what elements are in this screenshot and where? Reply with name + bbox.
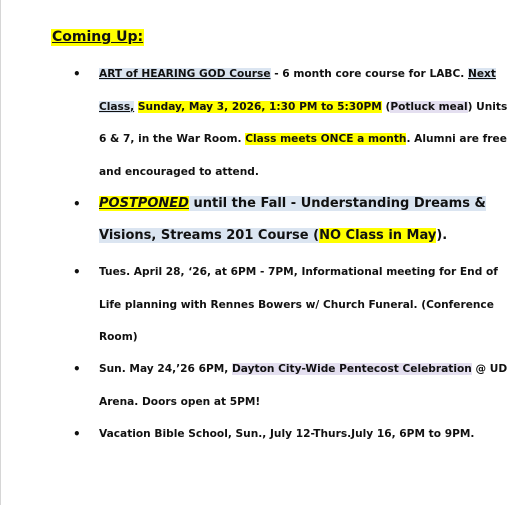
list-item-art-of-hearing-god: [73, 58, 509, 188]
vbs-text: Vacation Bible School, Sun., July 12-Thurs.July 16, 6PM to 9PM.: [99, 428, 475, 440]
list-item-pentecost: [73, 353, 509, 418]
bullet-icon: •: [73, 197, 81, 211]
postponed-course-text: until the Fall - Understanding Dreams & Visions, Streams 201 Course (: [99, 196, 486, 243]
potluck-label: Potluck meal: [390, 100, 468, 113]
alumni-note: . Alumni are free and encouraged to attend.: [99, 133, 507, 178]
info-meeting-text: Tues. April 28, ‘26, at 6PM - 7PM, Informational meeting for End of Life planning with Rennes Bowers w/ Church Funeral. (Conference Room): [99, 266, 498, 343]
paren-open: (: [381, 100, 391, 113]
next-class-date: Sunday, May 3, 2026, 1:30 PM to 5:30PM: [137, 100, 382, 113]
bullet-icon: •: [73, 362, 81, 376]
pentecost-date: Sun. May 24,’26 6PM,: [99, 363, 232, 375]
list-item-info-meeting: [73, 256, 509, 354]
no-class-label: NO Class in May: [319, 228, 437, 243]
pentecost-event: Dayton City-Wide Pentecost Celebration: [232, 363, 472, 375]
bullet-icon: •: [73, 427, 81, 441]
course-description: - 6 month core course for LABC.: [270, 68, 468, 80]
bullet-icon: •: [73, 67, 81, 81]
list-item-vbs: [73, 418, 509, 451]
closing-text: ).: [436, 228, 448, 243]
section-heading: Coming Up:: [52, 29, 144, 45]
pentecost-location: @ UD Arena. Doors open at 5PM!: [99, 363, 508, 408]
course-title: ART of HEARING GOD Course: [99, 68, 271, 80]
units-location: ) Units 6 & 7, in the War Room.: [99, 100, 508, 145]
bullet-icon: •: [73, 265, 81, 279]
next-class-label: Next Class,: [99, 68, 496, 113]
postponed-label: POSTPONED: [99, 196, 189, 211]
list-item-postponed-course: [73, 188, 519, 252]
class-frequency: Class meets ONCE a month: [245, 133, 407, 145]
